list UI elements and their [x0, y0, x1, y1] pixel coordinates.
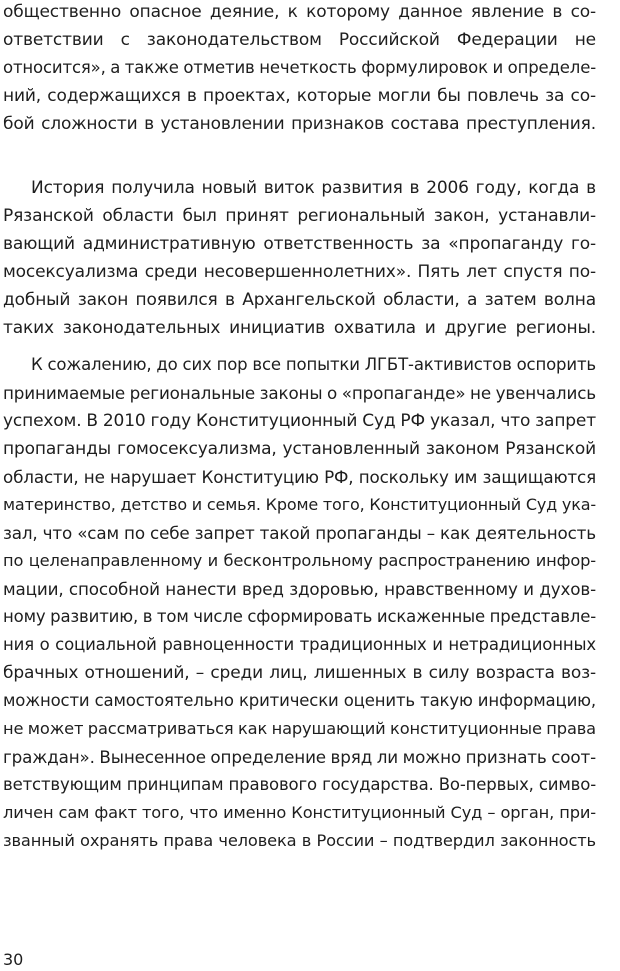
paragraph-history	[3, 174, 596, 342]
text-line: таких законодательных инициатив охватила и другие регионы.	[3, 318, 596, 338]
text-line: можности самостоятельно критически оценить такую информацию,	[3, 691, 596, 710]
text-line: История получила новый виток развития в 2006 году, когда в	[31, 178, 596, 198]
text-line: принимаемые региональные законы о «пропаганде» не увенчались	[3, 383, 596, 403]
text-line: К сожалению, до сих пор все попытки ЛГБТ-активистов оспорить	[31, 355, 596, 374]
text-line: материнство, детство и семья. Кроме того, Конституционный Суд ука-	[3, 495, 596, 514]
text-line: пропаганды гомосексуализма, установленный законом Рязанской	[3, 439, 596, 459]
text-line: добный закон появился в Архангельской области, а затем волна	[3, 290, 596, 310]
text-line: мосексуализма среди несовершеннолетних». Пять лет спустя по-	[3, 262, 596, 282]
text-line: мации, способной нанести вред здоровью, нравственному и духов-	[3, 579, 596, 599]
page-number: 30	[3, 950, 24, 969]
text-line: званный охранять права человека в России – подтвердил законность	[3, 831, 596, 850]
text-line: не может рассматриваться как нарушающий конституционные права	[3, 719, 596, 738]
text-line: вающий административную ответственность за «пропаганду го-	[3, 234, 596, 254]
paragraph-continuation	[3, 0, 596, 138]
text-line: ний, содержащихся в проектах, которые могли бы повлечь за со-	[3, 86, 596, 106]
text-line: зал, что «сам по себе запрет такой пропаганды – как деятельность	[3, 523, 596, 543]
text-line: общественно опасное деяние, к которому данное явление в со-	[3, 2, 596, 22]
text-line: граждан». Вынесенное определение вряд ли можно признать соот-	[3, 747, 596, 767]
text-line: области, не нарушает Конституцию РФ, поскольку им защищаются	[3, 467, 596, 487]
text-line: успехом. В 2010 году Конституционный Суд РФ указал, что запрет	[3, 411, 596, 431]
text-line: ния о социальной равноценности традиционных и нетрадиционных	[3, 635, 596, 654]
text-line: личен сам факт того, что именно Конституционный Суд – орган, при-	[3, 803, 596, 822]
text-line: ветствующим принципам правового государства. Во-первых, симво-	[3, 775, 596, 794]
text-line: ному развитию, в том числе сформировать искаженные представле-	[3, 607, 596, 626]
text-line: брачных отношений, – среди лиц, лишенных в силу возраста воз-	[3, 663, 596, 683]
text-line: Рязанской области был принят региональный закон, устанавли-	[3, 206, 596, 226]
text-line: по целенаправленному и бесконтрольному распространению инфор-	[3, 551, 596, 570]
text-line: бой сложности в установлении признаков состава преступления.	[3, 114, 596, 134]
text-line: ответствии с законодательством Российской Федерации не	[3, 30, 596, 50]
paragraph-court	[3, 351, 596, 855]
text-line: относится», а также отметив нечеткость формулировок и определе-	[3, 58, 596, 77]
